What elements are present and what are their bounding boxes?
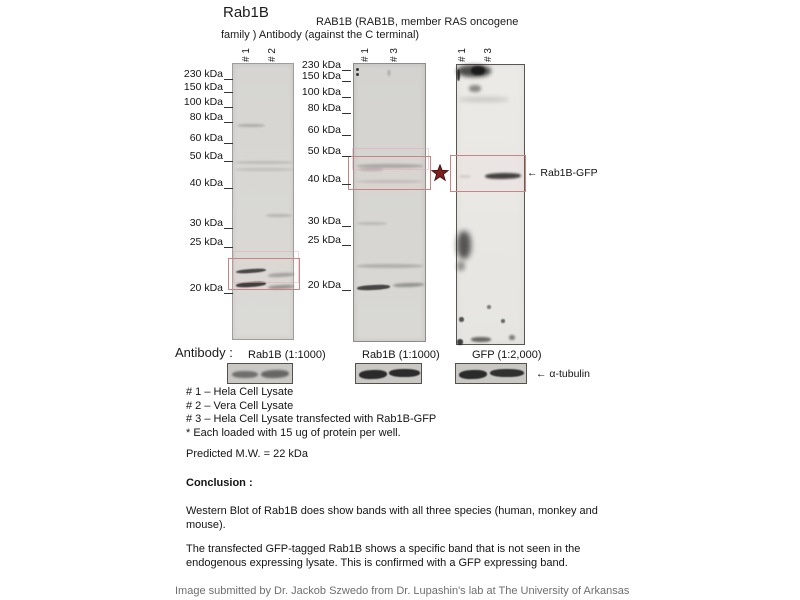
antibody-row-label: Antibody : <box>175 345 233 360</box>
conclusion-line: Western Blot of Rab1B does show bands with all three species (human, monkey and <box>186 505 598 517</box>
conclusion-line: endogenous expressing lysate. This is confirmed with a GFP expressing band. <box>186 556 568 569</box>
mw-marker <box>165 236 233 248</box>
star-icon <box>431 164 449 182</box>
mw-tick-mark <box>342 94 351 98</box>
protein-band <box>388 70 390 76</box>
protein-band <box>393 282 424 287</box>
mw-marker <box>283 102 351 114</box>
mw-marker-label: 230 kDa <box>301 59 341 71</box>
mw-marker-label: 25 kDa <box>189 236 223 248</box>
mw-marker-label: 50 kDa <box>307 145 341 157</box>
blot-panel-3 <box>456 64 525 345</box>
conclusion-paragraph-2 <box>186 543 656 570</box>
conclusion-line: mouse). <box>186 518 226 531</box>
mw-marker-label: 30 kDa <box>189 217 223 229</box>
tubulin-annotation <box>536 368 590 380</box>
protein-band <box>459 370 487 380</box>
mw-tick-mark <box>224 185 233 189</box>
mw-tick-mark <box>224 104 233 108</box>
mw-marker-label: 40 kDa <box>189 177 223 189</box>
protein-band <box>471 337 491 342</box>
conclusion-line: The transfected GFP-tagged Rab1B shows a specific band that is not seen in the <box>186 543 581 555</box>
mw-marker <box>283 86 351 98</box>
mw-marker <box>283 279 351 291</box>
protein-band <box>357 222 387 225</box>
mw-marker <box>165 150 233 162</box>
lane-label: # 2 <box>267 48 278 62</box>
rab1b-gfp-label: Rab1B-GFP <box>540 167 598 179</box>
protein-band <box>235 161 293 164</box>
protein-band <box>457 231 471 259</box>
protein-band <box>235 168 293 171</box>
highlight-box-panel-3 <box>450 155 526 192</box>
mw-marker-label: 25 kDa <box>307 234 341 246</box>
tubulin-strip-1 <box>227 363 293 384</box>
protein-band <box>237 124 265 127</box>
tubulin-strip-2 <box>355 363 422 384</box>
protein-band <box>459 97 509 102</box>
antibody-name-panel-2: Rab1B (1:1000) <box>362 349 440 361</box>
protein-band <box>357 284 390 290</box>
protein-band <box>232 371 258 378</box>
mw-tick-mark <box>342 78 351 82</box>
mw-tick-mark <box>224 89 233 93</box>
protein-band <box>261 370 289 379</box>
lane-label: # 1 <box>241 48 252 62</box>
image-credit: Image submitted by Dr. Jackob Szwedo from Dr. Lupashin's lab at The University of Arkansas <box>175 585 630 597</box>
blot-panel-2 <box>353 63 426 342</box>
antibody-name-panel-1: Rab1B (1:1000) <box>248 349 326 361</box>
protein-band <box>471 66 485 75</box>
note-line: # 2 – Vera Cell Lysate <box>186 399 294 412</box>
mw-marker <box>165 282 233 294</box>
mw-marker-label: 100 kDa <box>301 86 341 98</box>
mw-marker <box>283 70 351 82</box>
mw-marker-label: 100 kDa <box>183 96 223 108</box>
mw-marker <box>165 68 233 80</box>
mw-marker <box>283 215 351 227</box>
mw-marker-label: 230 kDa <box>183 68 223 80</box>
mw-tick-mark <box>224 244 233 248</box>
tubulin-label: α-tubulin <box>549 368 590 380</box>
protein-band <box>469 85 481 92</box>
mw-tick-mark <box>224 290 233 294</box>
lysate-legend <box>186 386 436 440</box>
figure-title: Rab1B <box>223 4 269 21</box>
left-arrow-icon: ← <box>527 167 538 179</box>
tubulin-strip-3 <box>455 363 527 384</box>
protein-band <box>487 305 491 309</box>
protein-band <box>490 369 524 377</box>
mw-marker-label: 80 kDa <box>307 102 341 114</box>
protein-band <box>457 69 460 81</box>
mw-tick-mark <box>224 119 233 123</box>
mw-marker <box>165 217 233 229</box>
protein-band <box>459 317 464 322</box>
note-line: # 3 – Hela Cell Lysate transfected with Rab1B-GFP <box>186 413 437 426</box>
mw-marker-label: 50 kDa <box>189 150 223 162</box>
mw-tick-mark <box>342 223 351 227</box>
protein-band <box>457 261 465 271</box>
mw-marker-label: 60 kDa <box>307 124 341 136</box>
highlight-box-panel-2 <box>348 156 431 190</box>
predicted-mw: Predicted M.W. = 22 kDa <box>186 448 308 460</box>
mw-tick-mark <box>342 110 351 114</box>
mw-marker-label: 60 kDa <box>189 132 223 144</box>
mw-tick-mark <box>342 132 351 136</box>
mw-marker <box>283 234 351 246</box>
protein-band <box>457 339 463 345</box>
mw-marker-label: 150 kDa <box>183 81 223 93</box>
mw-marker <box>283 124 351 136</box>
lane-label: # 3 <box>389 48 400 62</box>
conclusion-paragraph-1 <box>186 505 656 532</box>
mw-marker <box>165 81 233 93</box>
mw-marker-label: 80 kDa <box>189 111 223 123</box>
mw-marker-label: 20 kDa <box>189 282 223 294</box>
lane-label: # 1 <box>360 48 371 62</box>
mw-marker <box>165 96 233 108</box>
mw-tick-mark <box>342 242 351 246</box>
mw-marker <box>165 177 233 189</box>
mw-tick-mark <box>224 158 233 162</box>
mw-marker-label: 30 kDa <box>307 215 341 227</box>
protein-band <box>389 369 420 377</box>
conclusion-heading: Conclusion : <box>186 477 253 489</box>
mw-tick-mark <box>342 287 351 291</box>
mw-marker <box>165 111 233 123</box>
mw-tick-mark <box>224 225 233 229</box>
protein-band <box>359 370 387 380</box>
note-line: * Each loaded with 15 ug of protein per well. <box>186 426 401 439</box>
mw-tick-mark <box>342 181 351 185</box>
mw-marker-label: 150 kDa <box>301 70 341 82</box>
mw-marker-label: 40 kDa <box>307 173 341 185</box>
antibody-name-panel-3: GFP (1:2,000) <box>472 349 542 361</box>
mw-marker <box>283 173 351 185</box>
left-arrow-icon: ← <box>536 368 547 380</box>
protein-band <box>356 73 359 76</box>
protein-band <box>501 319 505 323</box>
mw-marker-label: 20 kDa <box>307 279 341 291</box>
antibody-subtitle-line2: family ) Antibody (against the C terminal) <box>221 29 420 41</box>
protein-band <box>356 68 359 71</box>
mw-tick-mark <box>224 76 233 80</box>
note-line: # 1 – Hela Cell Lysate <box>186 386 294 398</box>
protein-band <box>357 264 423 268</box>
lane-label: # 1 <box>457 48 468 62</box>
mw-tick-mark <box>342 153 351 157</box>
mw-marker <box>283 145 351 157</box>
lane-label: # 3 <box>483 48 494 62</box>
antibody-subtitle-line1: RAB1B (RAB1B, member RAS oncogene <box>316 16 519 28</box>
protein-band <box>509 335 515 340</box>
rab1b-gfp-annotation <box>527 167 598 179</box>
mw-marker <box>165 132 233 144</box>
mw-tick-mark <box>224 140 233 144</box>
